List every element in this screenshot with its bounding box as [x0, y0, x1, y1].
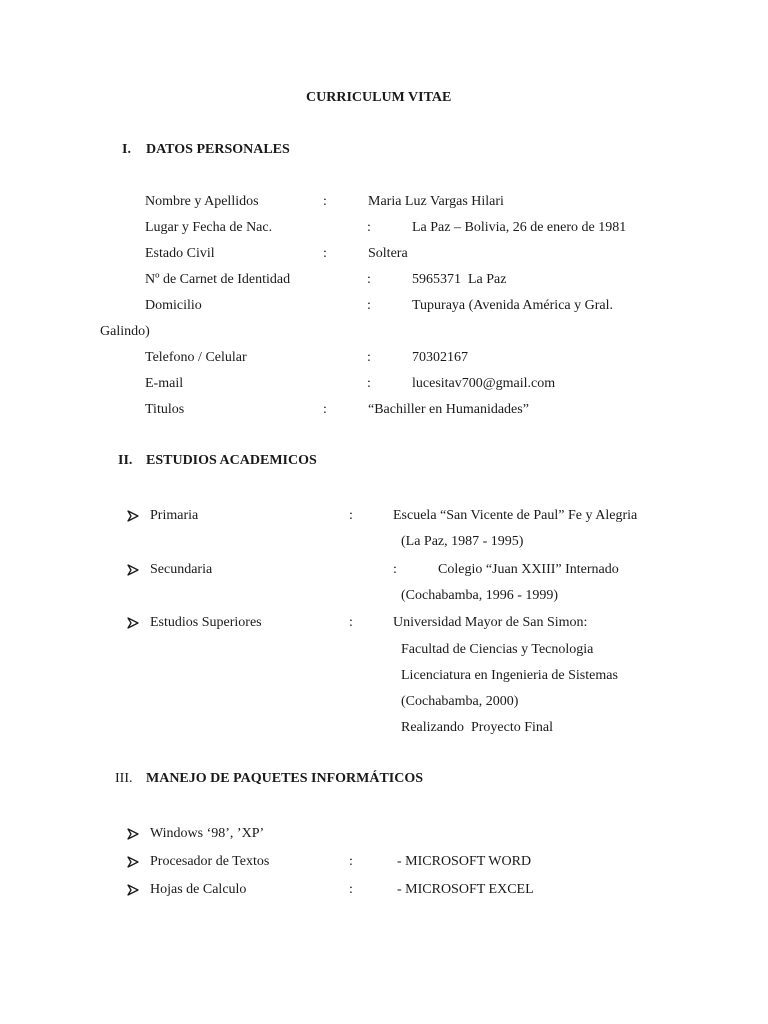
row-sep-estado: :: [323, 246, 327, 261]
software-label-procesador: Procesador de Textos: [150, 854, 270, 869]
software-value-hojas: - MICROSOFT EXCEL: [397, 882, 534, 897]
education-sep-superiores: :: [349, 615, 353, 630]
software-sep-procesador: :: [349, 854, 353, 869]
education-line-primaria-2: (La Paz, 1987 - 1995): [401, 534, 524, 549]
education-sep-primaria: :: [349, 508, 353, 523]
row-label-email: E-mail: [145, 376, 184, 391]
section-3-heading: MANEJO DE PAQUETES INFORMÁTICOS: [146, 771, 424, 786]
row-sep-nombre: :: [323, 194, 327, 209]
education-label-primaria: Primaria: [150, 508, 199, 523]
section-2-numeral: II.: [118, 453, 133, 468]
row-value-lugar: La Paz – Bolivia, 26 de enero de 1981: [412, 220, 627, 235]
software-label-windows: Windows ‘98’, ’XP’: [150, 826, 265, 841]
section-3-numeral: III.: [115, 771, 133, 786]
arrow-bullet-icon: [127, 564, 139, 576]
software-value-procesador: - MICROSOFT WORD: [397, 854, 532, 869]
education-label-secundaria: Secundaria: [150, 562, 213, 577]
row-sep-titulos: :: [323, 402, 327, 417]
row-value-carnet: 5965371 La Paz: [412, 272, 507, 287]
row-value-domicilio: Tupuraya (Avenida América y Gral.: [412, 298, 613, 313]
row-sep-domicilio: :: [367, 298, 371, 313]
row-value-nombre: Maria Luz Vargas Hilari: [368, 194, 504, 209]
section-2-heading: ESTUDIOS ACADEMICOS: [146, 453, 317, 468]
row-sep-email: :: [367, 376, 371, 391]
row-sep-lugar: :: [367, 220, 371, 235]
section-1-heading: DATOS PERSONALES: [146, 142, 290, 157]
software-sep-hojas: :: [349, 882, 353, 897]
education-line-secundaria-1: Colegio “Juan XXIII” Internado: [438, 562, 619, 577]
education-line-superiores-4: (Cochabamba, 2000): [401, 694, 519, 709]
row-label-estado: Estado Civil: [145, 246, 215, 261]
row-label-telefono: Telefono / Celular: [145, 350, 247, 365]
education-line-superiores-1: Universidad Mayor de San Simon:: [393, 615, 588, 630]
row-value-domicilio-continuation: Galindo): [100, 324, 150, 339]
education-line-primaria-1: Escuela “San Vicente de Paul” Fe y Alegria: [393, 508, 638, 523]
row-sep-telefono: :: [367, 350, 371, 365]
section-1-numeral: I.: [122, 142, 131, 157]
education-line-superiores-3: Licenciatura en Ingenieria de Sistemas: [401, 668, 618, 683]
education-line-secundaria-2: (Cochabamba, 1996 - 1999): [401, 588, 559, 603]
arrow-bullet-icon: [127, 510, 139, 522]
education-label-superiores: Estudios Superiores: [150, 615, 262, 630]
row-value-estado: Soltera: [368, 246, 408, 261]
arrow-bullet-icon: [127, 884, 139, 896]
document-title: CURRICULUM VITAE: [306, 90, 452, 105]
arrow-bullet-icon: [127, 856, 139, 868]
row-label-domicilio: Domicilio: [145, 298, 202, 313]
arrow-bullet-icon: [127, 828, 139, 840]
education-line-superiores-5: Realizando Proyecto Final: [401, 720, 554, 735]
row-value-email: lucesitav700@gmail.com: [412, 376, 556, 391]
software-label-hojas: Hojas de Calculo: [150, 882, 247, 897]
arrow-bullet-icon: [127, 617, 139, 629]
education-line-superiores-2: Facultad de Ciencias y Tecnologia: [401, 642, 594, 657]
row-label-titulos: Titulos: [145, 402, 185, 417]
row-value-telefono: 70302167: [412, 350, 468, 365]
row-sep-carnet: :: [367, 272, 371, 287]
row-value-titulos: “Bachiller en Humanidades”: [368, 402, 529, 417]
row-label-lugar: Lugar y Fecha de Nac.: [145, 220, 273, 235]
education-sep-secundaria: :: [393, 562, 397, 577]
row-label-carnet: Nº de Carnet de Identidad: [145, 272, 291, 287]
row-label-nombre: Nombre y Apellidos: [145, 194, 259, 209]
